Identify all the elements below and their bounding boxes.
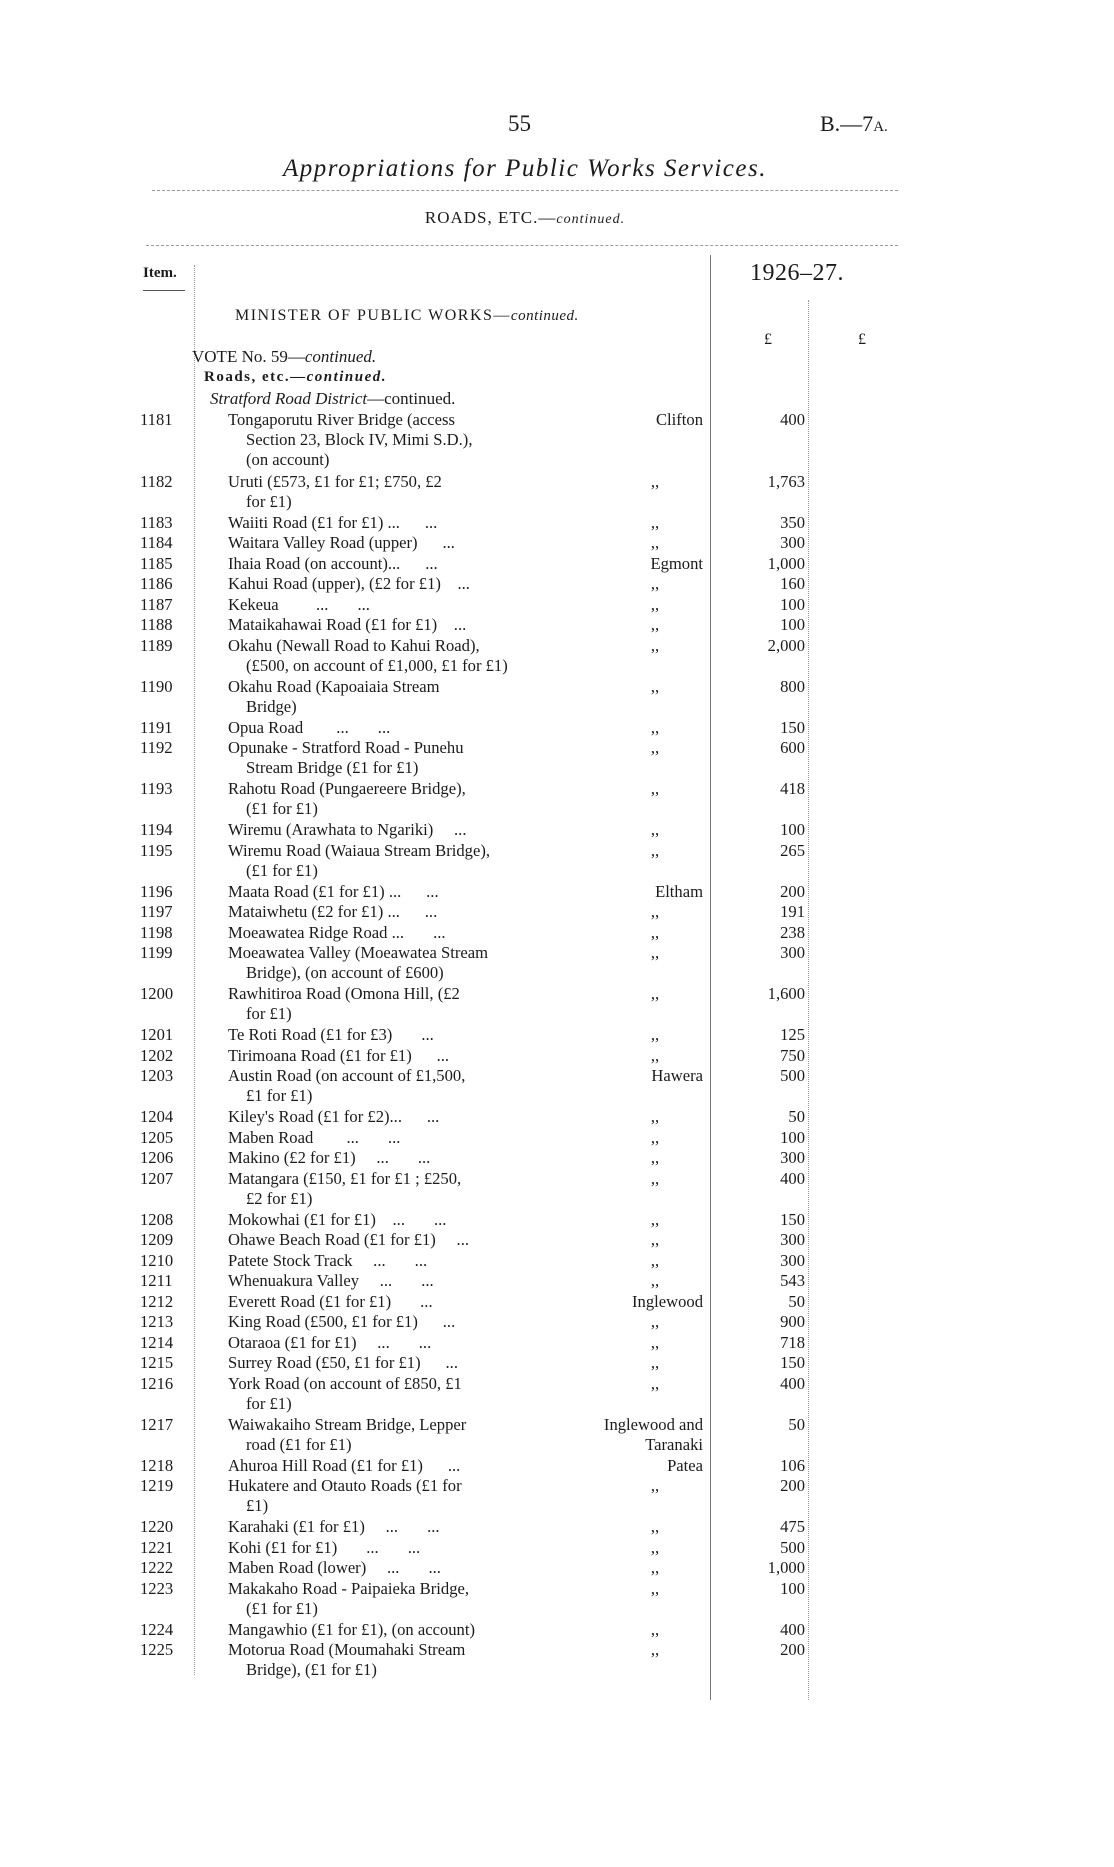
item-number: 1182 <box>140 471 173 491</box>
amount: 2,000 <box>767 635 805 655</box>
electoral-district: Clifton <box>655 410 703 429</box>
column-divider-item <box>194 265 195 1675</box>
item-description <box>228 1271 578 1291</box>
amount: 1,763 <box>767 471 805 491</box>
amount: 800 <box>780 676 805 696</box>
item-number: 1222 <box>140 1558 174 1577</box>
electoral-district: ,, <box>650 1250 660 1270</box>
page-number: 55 <box>508 111 531 136</box>
description-line: Moeawatea Ridge Road ... ... <box>228 922 446 942</box>
item-number: 1202 <box>140 1045 174 1065</box>
electoral-district: ,, <box>650 512 660 532</box>
amount: 718 <box>780 1332 805 1352</box>
amount: 300 <box>780 1230 805 1249</box>
amount: 191 <box>780 902 805 921</box>
item-number: 1201 <box>140 1025 174 1044</box>
item-number: 1198 <box>140 922 173 942</box>
document-code <box>820 111 940 137</box>
description-line: Te Roti Road (£1 for £3) ... <box>228 1025 434 1044</box>
description-line: Opunake - Stratford Road - Punehu <box>228 738 464 757</box>
item-description <box>228 984 578 1024</box>
description-line: King Road (£500, £1 for £1) ... <box>228 1312 456 1331</box>
amount: 200 <box>780 881 805 901</box>
description-line: Kahui Road (upper), (£2 for £1) ... <box>228 574 470 593</box>
item-description <box>228 841 578 881</box>
description-line: Ahuroa Hill Road (£1 for £1) ... <box>228 1455 461 1475</box>
amount: 418 <box>780 779 805 798</box>
electoral-district: ,, <box>650 1517 660 1536</box>
item-number: 1203 <box>140 1066 174 1085</box>
electoral-district: ,, <box>650 1353 660 1372</box>
description-line: Surrey Road (£50, £1 for £1) ... <box>228 1353 458 1372</box>
electoral-district: ,, <box>650 1148 660 1167</box>
item-number: 1211 <box>140 1271 173 1290</box>
electoral-district-continuation: Taranaki <box>645 1435 703 1454</box>
item-number: 1185 <box>140 553 173 573</box>
amount: 900 <box>780 1312 805 1331</box>
electoral-district: ,, <box>650 1209 660 1229</box>
description-line: Okahu (Newall Road to Kahui Road), <box>228 635 480 655</box>
vote-heading-main: VOTE No. 59— <box>192 347 305 366</box>
item-description <box>228 1230 578 1250</box>
minister-heading-cont: continued. <box>510 308 579 324</box>
electoral-district: ,, <box>650 1230 660 1249</box>
amount: 100 <box>780 594 805 614</box>
amount: 150 <box>780 1209 805 1229</box>
roads-subheading-main: Roads, etc.— <box>204 369 307 385</box>
section-title-main: ROADS, ETC.— <box>424 208 557 227</box>
description-line: Everett Road (£1 for £1) ... <box>228 1291 433 1311</box>
item-number: 1219 <box>140 1476 174 1495</box>
item-description <box>228 923 578 943</box>
item-description <box>228 1025 578 1045</box>
item-description <box>228 1579 578 1619</box>
item-number: 1206 <box>140 1148 174 1167</box>
item-description <box>228 738 578 778</box>
amount: 100 <box>780 820 805 839</box>
item-description <box>228 820 578 840</box>
electoral-district: Eltham <box>655 881 703 901</box>
item-number: 1213 <box>140 1312 174 1331</box>
page-title: Appropriations for Public Works Services. <box>283 155 767 182</box>
description-continuation: (£1 for £1) <box>246 1598 318 1618</box>
electoral-district: ,, <box>650 1312 660 1331</box>
item-number: 1193 <box>140 779 173 798</box>
section-title <box>0 208 1050 228</box>
item-description <box>228 902 578 922</box>
section-title-cont: continued. <box>556 212 626 227</box>
item-description <box>228 1476 578 1516</box>
district-heading-cont: —continued. <box>367 389 456 408</box>
description-line: Maben Road ... ... <box>228 1127 401 1147</box>
description-line: Opua Road ... ... <box>228 717 391 737</box>
description-line: York Road (on account of £850, £1 <box>228 1373 462 1393</box>
electoral-district: ,, <box>650 1025 660 1044</box>
electoral-district: ,, <box>650 984 660 1003</box>
district-heading <box>210 389 455 409</box>
electoral-district: Patea <box>667 1455 703 1475</box>
electoral-district: ,, <box>650 533 660 552</box>
description-line: Karahaki (£1 for £1) ... ... <box>228 1517 440 1536</box>
description-line: Mangawhio (£1 for £1), (on account) <box>228 1619 475 1639</box>
item-number: 1190 <box>140 676 173 696</box>
item-description <box>228 1066 578 1106</box>
amount: 400 <box>780 1168 805 1188</box>
electoral-district: ,, <box>650 1271 660 1290</box>
item-description <box>228 1620 578 1640</box>
item-column-underline <box>143 290 185 291</box>
electoral-district: Inglewood <box>632 1291 703 1311</box>
item-description <box>228 574 578 594</box>
electoral-district: ,, <box>650 615 660 634</box>
item-number: 1210 <box>140 1250 174 1270</box>
description-line: Okahu Road (Kapoaiaia Stream <box>228 676 440 696</box>
amount: 150 <box>780 1353 805 1372</box>
description-line: Waiwakaiho Stream Bridge, Lepper <box>228 1414 467 1434</box>
electoral-district: ,, <box>650 1476 660 1495</box>
item-description <box>228 1374 578 1414</box>
description-continuation: road (£1 for £1) <box>246 1434 352 1454</box>
description-line: Rawhitiroa Road (Omona Hill, (£2 <box>228 984 460 1003</box>
item-number: 1199 <box>140 943 173 962</box>
item-description <box>228 533 578 553</box>
amount: 106 <box>780 1455 805 1475</box>
currency-symbol-1: £ <box>764 331 772 348</box>
description-line: Kohi (£1 for £1) ... ... <box>228 1537 421 1557</box>
description-line: Moeawatea Valley (Moeawatea Stream <box>228 943 489 962</box>
year-column-header: 1926–27. <box>750 260 844 286</box>
minister-heading-main: MINISTER OF PUBLIC WORKS— <box>235 307 511 324</box>
vote-heading-cont: continued. <box>304 347 377 366</box>
description-continuation: (£1 for £1) <box>246 860 318 880</box>
item-number: 1183 <box>140 512 173 532</box>
item-number: 1195 <box>140 840 173 860</box>
amount: 125 <box>780 1025 805 1044</box>
item-number: 1212 <box>140 1291 174 1311</box>
description-line: Hukatere and Otauto Roads (£1 for <box>228 1476 462 1495</box>
electoral-district: ,, <box>650 902 660 921</box>
item-description <box>228 779 578 819</box>
item-number: 1218 <box>140 1455 174 1475</box>
electoral-district: ,, <box>650 943 660 962</box>
amount: 600 <box>780 738 805 757</box>
electoral-district: ,, <box>650 471 660 491</box>
description-line: Ihaia Road (on account)... ... <box>228 553 438 573</box>
item-number: 1197 <box>140 902 173 921</box>
description-continuation: Bridge) <box>246 696 297 716</box>
electoral-district: Inglewood and <box>603 1414 703 1434</box>
amount: 50 <box>788 1414 805 1434</box>
item-number: 1196 <box>140 881 173 901</box>
amount: 475 <box>780 1517 805 1536</box>
amount: 400 <box>780 1373 805 1393</box>
item-description <box>228 1538 578 1558</box>
description-continuation: Stream Bridge (£1 for £1) <box>246 758 419 777</box>
electoral-district: ,, <box>650 635 660 655</box>
description-line: Makakaho Road - Paipaieka Bridge, <box>228 1578 469 1598</box>
amount: 160 <box>780 574 805 593</box>
item-number: 1208 <box>140 1209 174 1229</box>
description-line: Wiremu (Arawhata to Ngariki) ... <box>228 820 467 839</box>
item-description <box>228 595 578 615</box>
item-description <box>228 472 578 512</box>
electoral-district: ,, <box>650 676 660 696</box>
item-number: 1214 <box>140 1332 174 1352</box>
item-number: 1207 <box>140 1168 174 1188</box>
description-line: Waiiti Road (£1 for £1) ... ... <box>228 512 438 532</box>
item-number: 1192 <box>140 738 173 757</box>
electoral-district: ,, <box>650 1640 660 1659</box>
amount: 100 <box>780 1578 805 1598</box>
description-line: Austin Road (on account of £1,500, <box>228 1066 466 1085</box>
item-number: 1189 <box>140 635 173 655</box>
electoral-district: ,, <box>650 1168 660 1188</box>
amount: 300 <box>780 1250 805 1270</box>
electoral-district: ,, <box>650 738 660 757</box>
column-divider-amount <box>808 300 809 1700</box>
amount: 200 <box>780 1476 805 1495</box>
item-number: 1221 <box>140 1537 174 1557</box>
amount: 500 <box>780 1537 805 1557</box>
description-line: Waitara Valley Road (upper) ... <box>228 533 455 552</box>
description-line: Kekeua ... ... <box>228 594 370 614</box>
electoral-district: ,, <box>650 574 660 593</box>
amount: 50 <box>788 1107 805 1126</box>
item-column-header: Item. <box>143 265 177 281</box>
electoral-district: ,, <box>650 1127 660 1147</box>
minister-heading <box>235 307 579 325</box>
item-description <box>228 1558 578 1578</box>
item-description <box>228 1107 578 1127</box>
description-line: Ohawe Beach Road (£1 for £1) ... <box>228 1230 469 1249</box>
item-number: 1217 <box>140 1414 174 1434</box>
item-description <box>228 943 578 983</box>
item-number: 1204 <box>140 1107 174 1126</box>
item-description <box>228 1640 578 1680</box>
column-divider-district <box>710 255 711 1700</box>
item-description <box>228 1128 578 1148</box>
item-description <box>228 1353 578 1373</box>
electoral-district: ,, <box>650 1373 660 1393</box>
amount: 300 <box>780 1148 805 1167</box>
description-line: Otaraoa (£1 for £1) ... ... <box>228 1332 432 1352</box>
description-line: Mokowhai (£1 for £1) ... ... <box>228 1209 447 1229</box>
item-description <box>228 1333 578 1353</box>
item-description <box>228 882 578 902</box>
description-continuation: £1 for £1) <box>246 1086 313 1105</box>
description-continuation: (£500, on account of £1,000, £1 for £1) <box>246 655 508 675</box>
amount: 100 <box>780 1127 805 1147</box>
description-continuation: for £1) <box>246 491 292 511</box>
roads-subheading <box>204 369 387 386</box>
item-description <box>228 1456 578 1476</box>
item-description <box>228 677 578 717</box>
document-code-sub: A. <box>873 119 888 135</box>
description-line: Tongaporutu River Bridge (access <box>228 410 455 429</box>
item-number: 1220 <box>140 1517 174 1536</box>
electoral-district: ,, <box>650 840 660 860</box>
electoral-district: ,, <box>650 717 660 737</box>
item-description <box>228 636 578 676</box>
item-number: 1200 <box>140 984 174 1003</box>
amount: 350 <box>780 512 805 532</box>
electoral-district: Egmont <box>650 553 703 573</box>
description-line: Maata Road (£1 for £1) ... ... <box>228 881 439 901</box>
amount: 400 <box>780 410 805 429</box>
description-line: Maben Road (lower) ... ... <box>228 1558 441 1577</box>
amount: 200 <box>780 1640 805 1659</box>
description-continuation: for £1) <box>246 1393 292 1413</box>
currency-symbol-2: £ <box>858 331 866 348</box>
description-line: Patete Stock Track ... ... <box>228 1250 428 1270</box>
description-continuation: for £1) <box>246 1004 292 1023</box>
vote-heading <box>192 347 376 367</box>
item-number: 1224 <box>140 1619 174 1639</box>
roads-subheading-cont: continued. <box>306 369 388 385</box>
amount: 400 <box>780 1619 805 1639</box>
electoral-district: ,, <box>650 1619 660 1639</box>
description-continuation: Bridge), (on account of £600) <box>246 963 444 982</box>
amount: 1,000 <box>767 1558 805 1577</box>
electoral-district: ,, <box>650 1045 660 1065</box>
amount: 50 <box>788 1291 805 1311</box>
amount: 543 <box>780 1271 805 1290</box>
item-number: 1223 <box>140 1578 174 1598</box>
item-description <box>228 1415 578 1455</box>
district-heading-name: Stratford Road District <box>210 389 368 408</box>
electoral-district: ,, <box>650 1107 660 1126</box>
item-description <box>228 615 578 635</box>
description-continuation: £2 for £1) <box>246 1188 313 1208</box>
item-description <box>228 1046 578 1066</box>
item-description <box>228 1148 578 1168</box>
item-number: 1181 <box>140 410 173 429</box>
item-description <box>228 1210 578 1230</box>
item-number: 1205 <box>140 1127 174 1147</box>
electoral-district: ,, <box>650 922 660 942</box>
description-line: Wiremu Road (Waiaua Stream Bridge), <box>228 840 491 860</box>
item-number: 1215 <box>140 1353 174 1372</box>
description-continuation: Bridge), (£1 for £1) <box>246 1660 377 1679</box>
document-code-main: B.—7 <box>820 111 874 136</box>
description-line: Mataikahawai Road (£1 for £1) ... <box>228 615 467 634</box>
item-number: 1188 <box>140 615 173 634</box>
item-description <box>228 1312 578 1332</box>
amount: 300 <box>780 533 805 552</box>
item-number: 1191 <box>140 717 173 737</box>
amount: 500 <box>780 1066 805 1085</box>
description-continuation: Section 23, Block IV, Mimi S.D.), <box>246 430 473 449</box>
description-continuation: £1) <box>246 1496 269 1515</box>
description-line: Mataiwhetu (£2 for £1) ... ... <box>228 902 438 921</box>
item-description <box>228 513 578 533</box>
item-description <box>228 1251 578 1271</box>
amount: 1,600 <box>767 984 805 1003</box>
electoral-district: ,, <box>650 1578 660 1598</box>
amount: 150 <box>780 717 805 737</box>
description-line: Whenuakura Valley ... ... <box>228 1271 434 1290</box>
electoral-district: ,, <box>650 1537 660 1557</box>
description-line: Rahotu Road (Pungaereere Bridge), <box>228 779 466 798</box>
amount: 100 <box>780 615 805 634</box>
item-description <box>228 1292 578 1312</box>
electoral-district: ,, <box>650 820 660 839</box>
title-rule <box>152 190 898 191</box>
description-line: Motorua Road (Moumahaki Stream <box>228 1640 466 1659</box>
amount: 750 <box>780 1045 805 1065</box>
description-line: Makino (£2 for £1) ... ... <box>228 1148 431 1167</box>
item-number: 1187 <box>140 594 173 614</box>
item-number: 1216 <box>140 1373 174 1393</box>
item-number: 1209 <box>140 1230 174 1249</box>
item-number: 1186 <box>140 574 173 593</box>
section-rule <box>146 245 898 246</box>
item-description <box>228 1517 578 1537</box>
item-description <box>228 410 578 470</box>
description-continuation: (£1 for £1) <box>246 799 318 818</box>
electoral-district: ,, <box>650 779 660 798</box>
item-description <box>228 554 578 574</box>
item-number: 1225 <box>140 1640 174 1659</box>
item-description <box>228 1169 578 1209</box>
item-description <box>228 718 578 738</box>
electoral-district: ,, <box>650 1558 660 1577</box>
description-line: Kiley's Road (£1 for £2)... ... <box>228 1107 440 1126</box>
amount: 1,000 <box>767 553 805 573</box>
amount: 300 <box>780 943 805 962</box>
electoral-district: ,, <box>650 1332 660 1352</box>
description-continuation: (on account) <box>246 450 330 469</box>
electoral-district: Hawera <box>651 1066 703 1085</box>
description-line: Tirimoana Road (£1 for £1) ... <box>228 1045 450 1065</box>
item-number: 1184 <box>140 533 173 552</box>
item-number: 1194 <box>140 820 173 839</box>
description-line: Uruti (£573, £1 for £1; £750, £2 <box>228 471 442 491</box>
description-line: Matangara (£150, £1 for £1 ; £250, <box>228 1168 462 1188</box>
amount: 265 <box>780 840 805 860</box>
amount: 238 <box>780 922 805 942</box>
electoral-district: ,, <box>650 594 660 614</box>
